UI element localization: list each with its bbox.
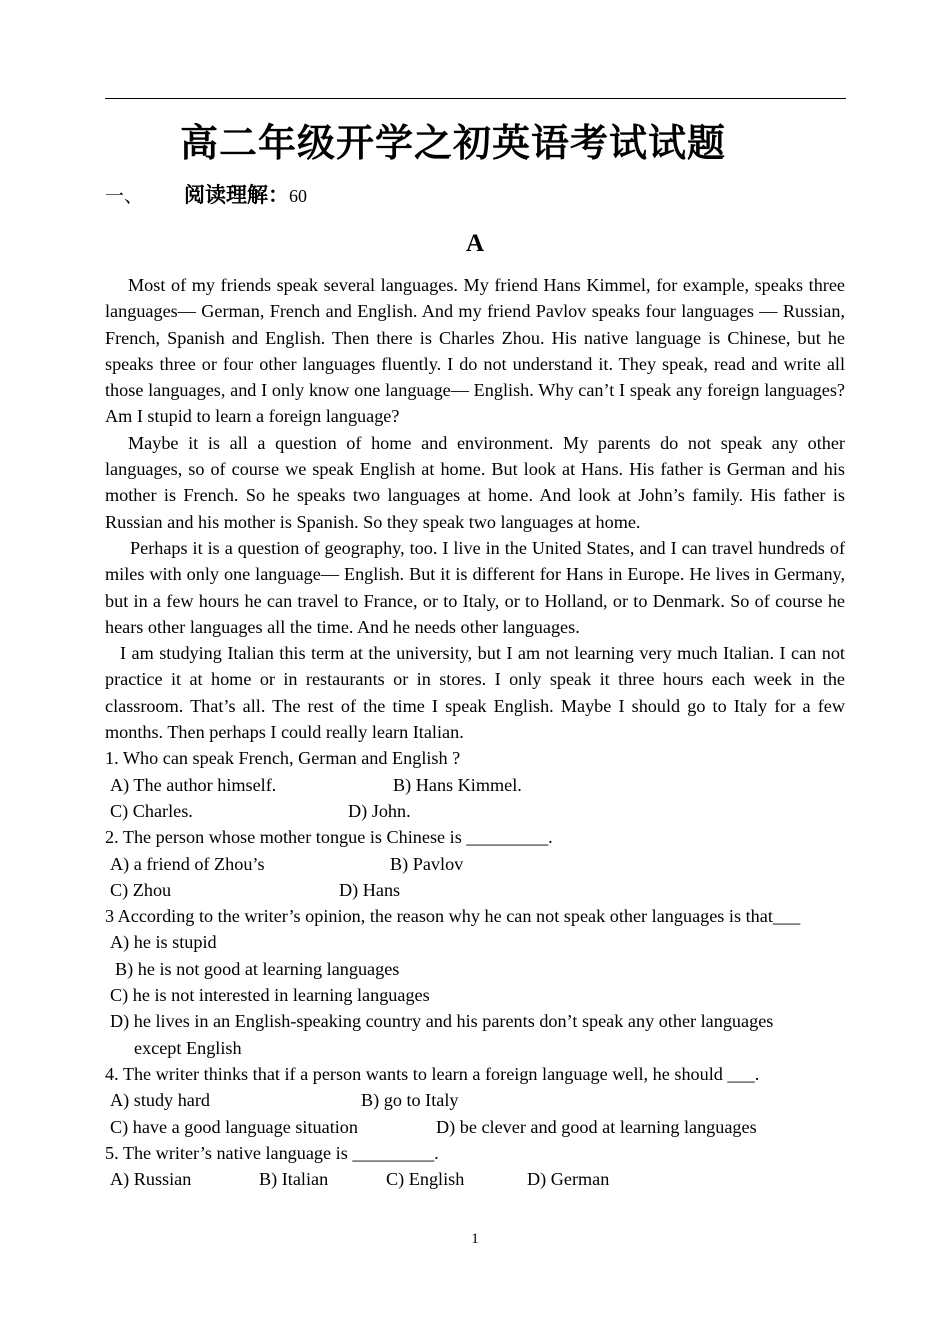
option-b: B) Italian [259, 1169, 329, 1190]
paragraph: Most of my friends speak several languages. My friend Hans Kimmel, for example, speaks three languages— German, French and English. And my friend Pavlov speaks four languages — Russian, French, Spanish and English. Then there is Charles Zhou. His native language is Chinese, but he speaks three or four other languages fluently. I do not understand it. They speak, read and write all those languages, and I only know one language— English. Why can’t I speak any foreign languages? Am I stupid to learn a foreign language? [105, 275, 845, 427]
option-a: A) a friend of Zhou’s [110, 853, 265, 874]
option-row [105, 877, 845, 903]
option-row [105, 851, 845, 877]
option-d: D) he lives in an English-speaking country and his parents don’t speak any other languages [110, 1011, 774, 1032]
paragraph: I am studying Italian this term at the university, but I am not learning very much Italian. I can not practice it at home or in restaurants or in stores. I only speak it three hours each week in the classroom. That’s all. The rest of the time I speak English. Maybe I should go to Italy for a few months. Then perhaps I could really learn Italian. [105, 643, 845, 743]
document-body [105, 272, 845, 1192]
question-stem: 5. The writer’s native language is _________. [105, 1142, 439, 1163]
header-rule [105, 98, 846, 99]
option-b: B) go to Italy [361, 1090, 459, 1111]
option-b: B) Pavlov [390, 853, 464, 874]
question-stem: 3 According to the writer’s opinion, the reason why he can not speak other languages is that___ [105, 906, 801, 927]
page-title: 高二年级开学之初英语考试试题 [179, 121, 726, 165]
section-number: 一、 [105, 185, 144, 207]
option-row [105, 1114, 845, 1140]
option-c: C) Charles. [110, 800, 193, 821]
option-d-continued: except English [134, 1037, 242, 1058]
section-points: 60 [289, 186, 307, 206]
paragraph: Maybe it is all a question of home and environment. My parents do not speak any other languages, so of course we speak English at home. But look at Hans. His father is German and his mother is French. So he speaks two languages at home. And look at John’s family. His father is Russian and his mother is Spanish. So they speak two languages at home. [105, 432, 845, 532]
option-a: A) he is stupid [110, 932, 217, 953]
question-2 [105, 824, 845, 903]
option-a: A) Russian [110, 1169, 192, 1190]
option-b: B) Hans Kimmel. [393, 774, 522, 795]
option-c: C) Zhou [110, 879, 172, 900]
option-d: D) Hans [339, 879, 401, 900]
page-number: 1 [471, 1231, 479, 1247]
option-a: A) The author himself. [110, 774, 277, 795]
option-row [105, 772, 845, 798]
section-label: 阅读理解： [184, 183, 289, 207]
paragraph: Perhaps it is a question of geography, too. I live in the United States, and I can travel hundreds of miles with only one language— English. But it is different for Hans in Europe. He lives in Germany, but in a few hours he can travel to France, or to Italy, or to Holland, or to Denmark. So of course he hears other languages all the time. And he needs other languages. [105, 537, 845, 637]
option-a: A) study hard [110, 1090, 211, 1111]
option-row [105, 1087, 845, 1113]
question-5 [105, 1140, 845, 1193]
option-c: C) English [386, 1169, 465, 1190]
question-stem: 2. The person whose mother tongue is Chinese is _________. [105, 827, 553, 848]
option-c: C) he is not interested in learning languages [110, 985, 430, 1006]
question-3 [105, 903, 845, 1061]
question-1 [105, 745, 845, 824]
option-d: D) John. [348, 800, 411, 821]
option-b: B) he is not good at learning languages [115, 958, 400, 979]
question-stem: 4. The writer thinks that if a person wants to learn a foreign language well, he should ___. [105, 1063, 760, 1084]
question-4 [105, 1061, 845, 1140]
question-stem: 1. Who can speak French, German and English ? [105, 748, 461, 769]
option-d: D) be clever and good at learning languages [436, 1116, 757, 1137]
option-row [105, 1166, 845, 1192]
option-d: D) German [527, 1169, 610, 1190]
option-row [105, 798, 845, 824]
option-c: C) have a good language situation [110, 1116, 358, 1137]
section-heading [105, 179, 307, 209]
passage-label: A [465, 230, 485, 257]
